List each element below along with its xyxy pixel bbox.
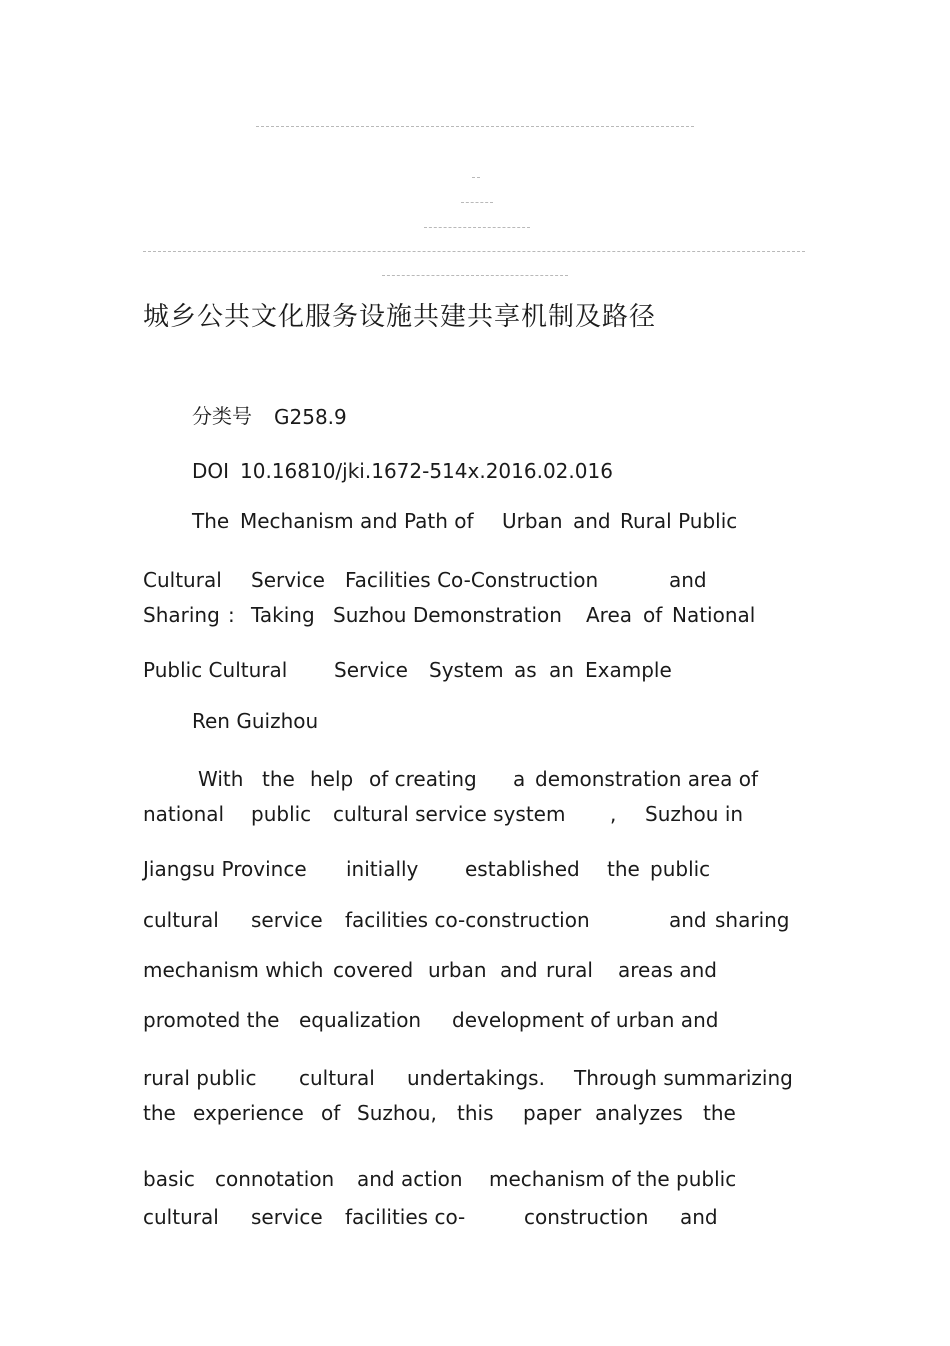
abstract-word: demonstration area of (535, 767, 759, 791)
english-title-word: Taking (251, 603, 315, 627)
english-title-word: Public Cultural (143, 658, 288, 682)
english-title-word: and (669, 568, 707, 592)
english-title-word: Suzhou Demonstration (333, 603, 562, 627)
english-title-word: Service (334, 658, 408, 682)
abstract-word: facilities co- (345, 1205, 466, 1229)
english-title-word: an (549, 658, 574, 682)
abstract-word: mechanism of the public (489, 1167, 737, 1191)
abstract-word: basic (143, 1167, 195, 1191)
abstract-word: experience (193, 1101, 304, 1125)
abstract-word: established (465, 857, 580, 881)
english-title-word: Service (251, 568, 325, 592)
english-title-word: National (672, 603, 756, 627)
abstract-word: and (680, 1205, 718, 1229)
abstract-word: rural public (143, 1066, 257, 1090)
english-title-word: and (573, 509, 611, 533)
abstract-word: analyzes (595, 1101, 683, 1125)
abstract-word: urban (428, 958, 487, 982)
abstract-word: and action (357, 1167, 463, 1191)
page-title: 城乡公共文化服务设施共建共享机制及路径 (143, 302, 657, 332)
abstract-word: service (251, 908, 323, 932)
header-rule-5 (143, 251, 805, 252)
abstract-word: , (610, 802, 617, 826)
doi-value: 10.16810/jki.1672-514x.2016.02.016 (240, 459, 613, 483)
english-title-word: Example (585, 658, 672, 682)
abstract-word: covered (333, 958, 414, 982)
english-title-word: System (429, 658, 504, 682)
header-rule-4 (424, 227, 530, 228)
abstract-word: cultural (143, 908, 219, 932)
abstract-word: cultural service system (333, 802, 566, 826)
author-name: Ren Guizhou (192, 709, 319, 733)
abstract-word: Suzhou, (357, 1101, 437, 1125)
classification-label: 分类号 (192, 404, 252, 428)
english-title-word: The (192, 509, 230, 533)
abstract-word: the (143, 1101, 176, 1125)
english-title-word: Sharing (143, 603, 220, 627)
abstract-word: public (251, 802, 312, 826)
english-title-word: of (643, 603, 663, 627)
header-rule-2 (472, 177, 480, 178)
abstract-word: sharing (715, 908, 790, 932)
abstract-word: of creating (369, 767, 477, 791)
english-title-word: : (228, 603, 235, 627)
doi-label: DOI (192, 459, 230, 483)
abstract-word: Jiangsu Province (143, 857, 307, 881)
abstract-word: areas and (618, 958, 718, 982)
english-title-word: Area (586, 603, 633, 627)
abstract-word: public (650, 857, 711, 881)
abstract-word: development of urban and (452, 1008, 719, 1032)
abstract-word: of (321, 1101, 341, 1125)
english-title-word: Rural Public (620, 509, 738, 533)
abstract-word: With (198, 767, 244, 791)
english-title-word: Facilities Co-Construction (345, 568, 599, 592)
abstract-word: mechanism which (143, 958, 324, 982)
abstract-word: facilities co-construction (345, 908, 590, 932)
header-rule-3 (461, 202, 493, 203)
abstract-word: and (500, 958, 538, 982)
abstract-word: cultural (299, 1066, 375, 1090)
abstract-word: Suzhou in (645, 802, 744, 826)
abstract-word: Through summarizing (574, 1066, 793, 1090)
abstract-word: initially (346, 857, 419, 881)
abstract-word: promoted the (143, 1008, 280, 1032)
header-rule-6 (382, 275, 568, 276)
abstract-word: equalization (299, 1008, 422, 1032)
english-title-word: as (514, 658, 537, 682)
abstract-word: connotation (215, 1167, 335, 1191)
english-title-word: Urban (502, 509, 563, 533)
abstract-word: paper (523, 1101, 582, 1125)
abstract-word: service (251, 1205, 323, 1229)
abstract-word: and (669, 908, 707, 932)
abstract-word: the (703, 1101, 736, 1125)
english-title-word: Cultural (143, 568, 222, 592)
abstract-word: a (513, 767, 526, 791)
abstract-word: undertakings. (407, 1066, 545, 1090)
abstract-word: cultural (143, 1205, 219, 1229)
header-rule-1 (256, 126, 694, 127)
abstract-word: the (607, 857, 640, 881)
abstract-word: help (310, 767, 354, 791)
abstract-word: the (262, 767, 295, 791)
classification-value: G258.9 (274, 405, 347, 429)
abstract-word: this (457, 1101, 494, 1125)
abstract-word: rural (546, 958, 593, 982)
english-title-word: Mechanism and Path of (240, 509, 474, 533)
abstract-word: construction (524, 1205, 649, 1229)
abstract-word: national (143, 802, 225, 826)
